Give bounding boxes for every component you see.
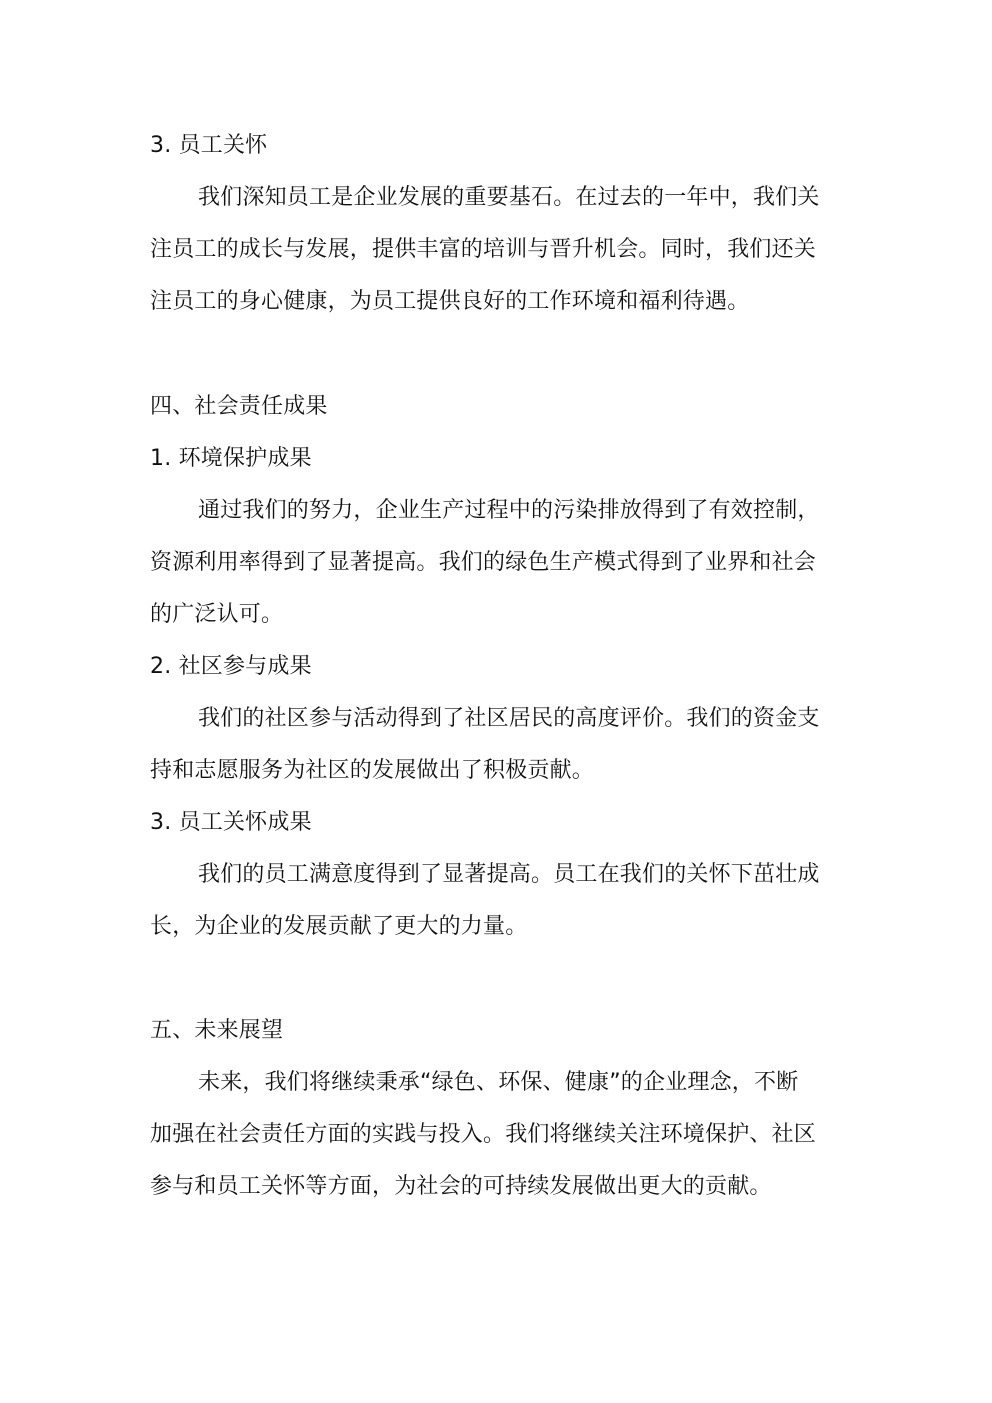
paragraph-line: 未来，我们将继续秉承“绿色、环保、健康”的企业理念，不断 bbox=[198, 1070, 799, 1095]
paragraph-line: 资源利用率得到了显著提高。我们的绿色生产模式得到了业界和社会 bbox=[150, 550, 817, 575]
paragraph-line: 加强在社会责任方面的实践与投入。我们将继续关注环境保护、社区 bbox=[150, 1122, 817, 1147]
paragraph-line: 注员工的成长与发展，提供丰富的培训与晋升机会。同时，我们还关 bbox=[150, 237, 817, 262]
paragraph-line: 参与和员工关怀等方面，为社会的可持续发展做出更大的贡献。 bbox=[150, 1174, 772, 1199]
subsection-heading-environment-results: 1. 环境保护成果 bbox=[150, 446, 312, 471]
paragraph-line: 我们的员工满意度得到了显著提高。员工在我们的关怀下茁壮成 bbox=[198, 862, 820, 887]
subsection-heading-community-results: 2. 社区参与成果 bbox=[150, 654, 312, 679]
section-heading-csr-results: 四、社会责任成果 bbox=[150, 394, 328, 419]
paragraph-line: 我们深知员工是企业发展的重要基石。在过去的一年中，我们关 bbox=[198, 185, 820, 210]
paragraph-line: 我们的社区参与活动得到了社区居民的高度评价。我们的资金支 bbox=[198, 706, 820, 731]
paragraph-line: 持和志愿服务为社区的发展做出了积极贡献。 bbox=[150, 758, 595, 783]
paragraph-line: 通过我们的努力，企业生产过程中的污染排放得到了有效控制， bbox=[198, 498, 820, 523]
section-heading-future-outlook: 五、未来展望 bbox=[150, 1018, 284, 1043]
paragraph-line: 长，为企业的发展贡献了更大的力量。 bbox=[150, 914, 528, 939]
subsection-heading-employee-care-results: 3. 员工关怀成果 bbox=[150, 810, 312, 835]
paragraph-line: 注员工的身心健康，为员工提供良好的工作环境和福利待遇。 bbox=[150, 289, 750, 314]
subsection-heading-employee-care: 3. 员工关怀 bbox=[150, 133, 268, 158]
paragraph-line: 的广泛认可。 bbox=[150, 602, 284, 627]
